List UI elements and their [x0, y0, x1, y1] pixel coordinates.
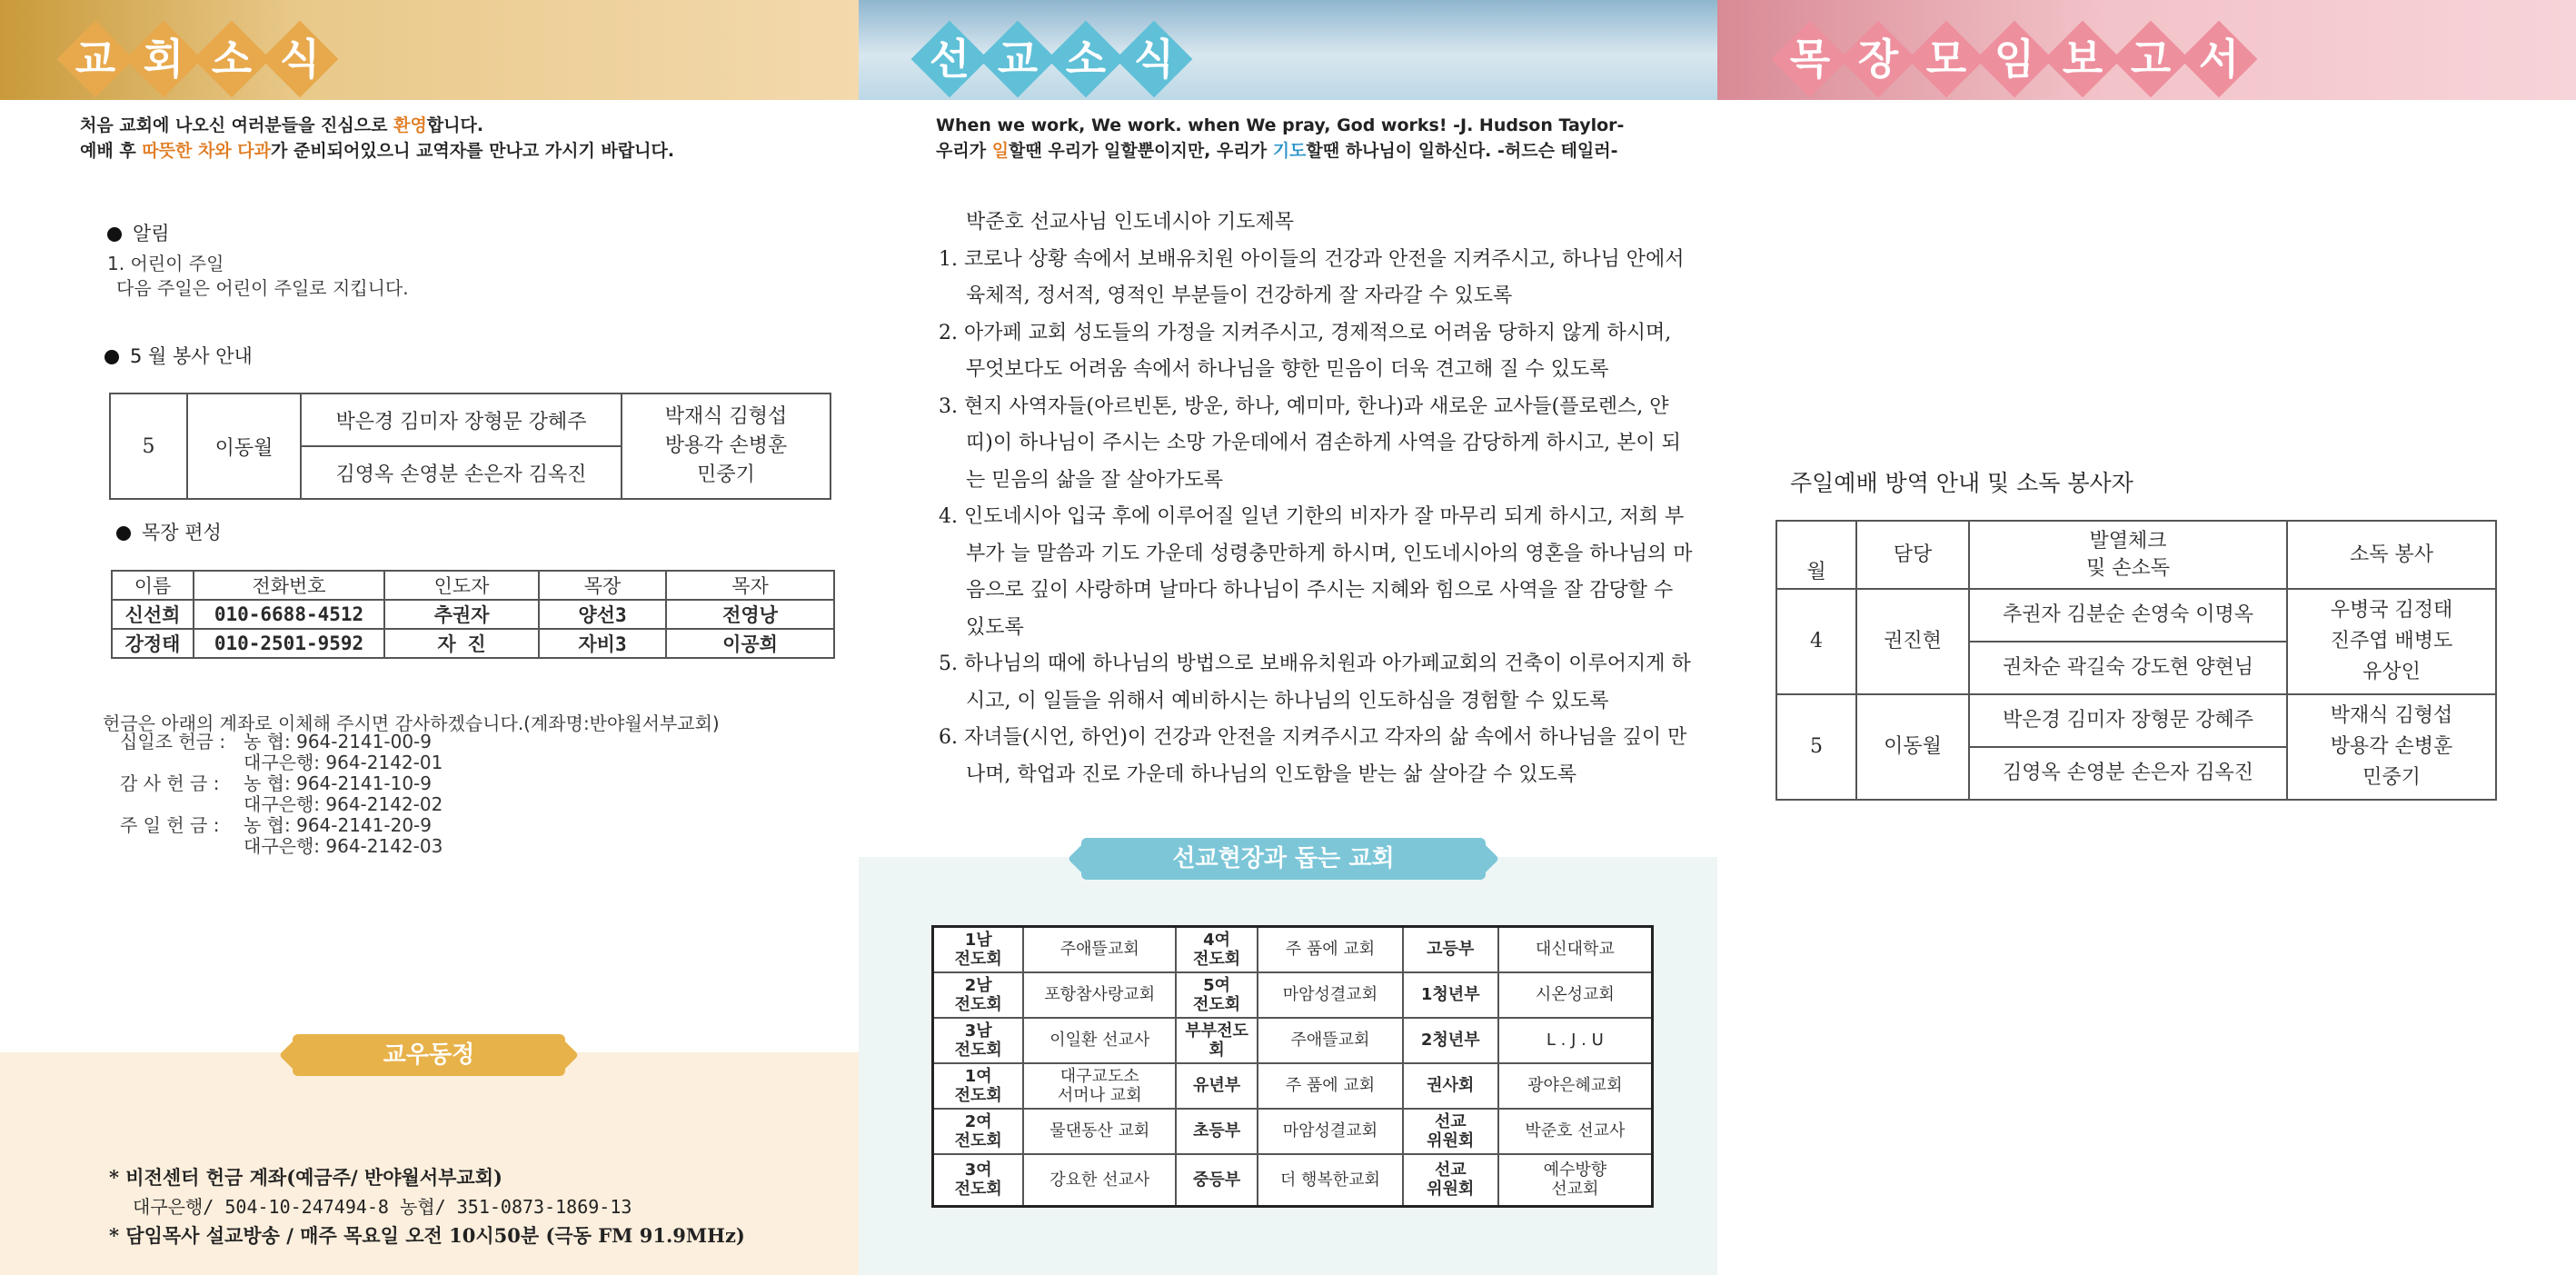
service-right: 박재식 김형섭 방용각 손병훈 민중기 — [622, 393, 830, 499]
church-cell: 포항참사랑교회 — [1023, 972, 1176, 1018]
header-char: 선 — [929, 35, 970, 84]
cell-report-panel — [1717, 0, 2576, 1275]
group-cell: 1청년부 — [1403, 972, 1498, 1018]
notice-detail: 다음 주일은 어린이 주일로 지킵니다. — [116, 277, 409, 299]
church-cell: 강요한 선교사 — [1023, 1154, 1176, 1207]
row-lead: 이동월 — [1856, 694, 1969, 800]
footer-line: * 비전센터 헌금 계좌(예금주/ 반야월서부교회) — [109, 1166, 502, 1189]
group-cell: 5여 전도회 — [1176, 972, 1258, 1018]
list-item: 감 사 헌 금 : 농 협: 964-2141-10-9 — [120, 772, 432, 794]
bullet-icon — [116, 526, 131, 541]
church-news-header — [0, 0, 859, 100]
footer-line: * 담임목사 설교방송 / 매주 목요일 오전 10시50분 (극동 FM 91.9MHz) — [109, 1224, 745, 1247]
header-char: 고 — [2130, 35, 2172, 84]
list-item: 2. 아가페 교회 성도들의 가정을 지켜주시고, 경제적으로 어려움 당하지 않게 하시며, 무엇보다도 어려움 속에서 하나님을 향한 믿음이 더욱 견고해 질 수 있도록 — [939, 321, 1672, 381]
list-item: 5. 하나님의 때에 하나님의 방법으로 보배유치원과 아가페교회의 건축이 이루어지게 하시고, 이 일들을 위해서 예비하시는 하나님의 인도하심을 경험할 수 있도록 — [939, 652, 1691, 712]
welcome-text: 처음 교회에 나오신 여러분들을 진심으로 환영합니다. 예배 후 따뜻한 차와 다과가 준비되어있으니 교역자를 만나고 가시기 바랍니다. — [80, 115, 675, 161]
footer-info — [109, 1163, 745, 1250]
group-cell: 권사회 — [1403, 1063, 1498, 1109]
cell-table — [111, 570, 835, 659]
table-row — [112, 600, 834, 629]
group-cell: 선교 위원회 — [1403, 1109, 1498, 1154]
prayer-requests — [939, 204, 1693, 793]
table-row — [1776, 589, 2496, 642]
service-row2: 김영옥 손영분 손은자 김옥진 — [301, 446, 622, 499]
cell-leader: 자 진 — [384, 629, 539, 658]
cell-col-leader: 인도자 — [384, 571, 539, 600]
church-cell: 박준호 선교사 — [1498, 1109, 1653, 1154]
group-cell: 1남 전도회 — [933, 927, 1024, 972]
header-char: 소 — [211, 35, 253, 84]
church-cell: 이일환 선교사 — [1023, 1018, 1176, 1063]
cell-col-shepherd: 목자 — [666, 571, 834, 600]
cell-report-header — [1717, 0, 2576, 100]
notice-heading: 알림 — [107, 219, 170, 246]
church-cell: 주애뜰교회 — [1258, 1018, 1403, 1063]
hudson-taylor-quote — [936, 113, 1624, 164]
cell-name: 신선희 — [112, 600, 194, 629]
group-cell: 3여 전도회 — [933, 1154, 1024, 1207]
list-item: 십일조 헌금 : 농 협: 964-2141-00-9 — [120, 731, 432, 752]
church-cell: 예수방향 선교회 — [1498, 1154, 1653, 1207]
church-news-panel — [0, 0, 859, 1275]
service-heading: 5 월 봉사 안내 — [104, 342, 253, 369]
table-row — [112, 629, 834, 658]
group-cell: 중등부 — [1176, 1154, 1258, 1207]
quote-korean: 우리가 일할땐 우리가 일할뿐이지만, 우리가 기도할땐 하나님이 일하신다. -허드슨 테일러- — [936, 141, 1618, 161]
table-row — [933, 1018, 1653, 1063]
col-check: 발열체크 및 손소독 — [1969, 521, 2287, 589]
group-cell: 2남 전도회 — [933, 972, 1024, 1018]
header-char: 목 — [1789, 35, 1831, 84]
cell-col-name: 이름 — [112, 571, 194, 600]
mission-news-header — [859, 0, 1717, 100]
header-char: 소 — [1065, 35, 1107, 84]
church-cell: 광야은혜교회 — [1498, 1063, 1653, 1109]
cell-group: 양선3 — [539, 600, 666, 629]
church-cell: 주 품에 교회 — [1258, 1063, 1403, 1109]
mission-ribbon: 선교현장과 돕는 교회 — [1081, 838, 1486, 880]
bullet-icon — [104, 350, 119, 364]
church-cell: 물댄동산 교회 — [1023, 1109, 1176, 1154]
cell-name: 강정태 — [112, 629, 194, 658]
row-check-a: 박은경 김미자 장형문 강혜주 — [1969, 694, 2287, 747]
supporting-churches-table — [931, 925, 1654, 1208]
service-month: 5 — [110, 393, 187, 499]
group-cell: 부부전도회 — [1176, 1018, 1258, 1063]
bullet-icon — [107, 227, 122, 242]
row-check-b: 김영옥 손영분 손은자 김옥진 — [1969, 747, 2287, 800]
list-item: 주 일 헌 금 : 농 협: 964-2141-20-9 — [120, 814, 432, 836]
header-char: 장 — [1857, 35, 1899, 84]
col-lead: 담당 — [1856, 521, 1969, 589]
offering-list — [120, 732, 443, 857]
church-cell: 주 품에 교회 — [1258, 927, 1403, 972]
header-char: 회 — [143, 35, 184, 84]
header-char: 교 — [75, 35, 116, 84]
list-item: 대구은행: 964-2142-01 — [244, 752, 443, 773]
list-item: 대구은행: 964-2142-03 — [244, 835, 443, 857]
footer-line: 대구은행/ 504-10-247494-8 농협/ 351-0873-1869-13 — [133, 1196, 632, 1218]
group-cell: 3남 전도회 — [933, 1018, 1024, 1063]
row-disinfect: 박재식 김형섭 방용각 손병훈 민중기 — [2287, 694, 2496, 800]
table-row — [933, 927, 1653, 972]
mission-news-panel — [859, 0, 1717, 1275]
header-char: 임 — [1994, 35, 2035, 84]
cell-group: 자비3 — [539, 629, 666, 658]
notice-item: 1. 어린이 주일 — [107, 253, 224, 274]
group-cell: 고등부 — [1403, 927, 1498, 972]
row-check-a: 추권자 김분순 손영숙 이명옥 — [1969, 589, 2287, 642]
header-char: 모 — [1925, 35, 1967, 84]
header-char: 식 — [1133, 35, 1175, 84]
group-cell: 4여 전도회 — [1176, 927, 1258, 972]
church-cell: 더 행복한교회 — [1258, 1154, 1403, 1207]
church-cell: 마암성결교회 — [1258, 972, 1403, 1018]
church-cell: 대신대학교 — [1498, 927, 1653, 972]
table-row — [1776, 694, 2496, 747]
row-lead: 권진현 — [1856, 589, 1969, 694]
list-item: 4. 인도네시아 입국 후에 이루어질 일년 기한의 비자가 잘 마무리 되게 하시고, 저희 부부가 늘 말씀과 기도 가운데 성령충만하게 하시며, 인도네시아의 영혼을 하나님의 마음으로 깊이 사랑하며 날마다 하나님이 주시는 지혜와 힘으로 사역을 잘 감당할 수 있도록 — [939, 505, 1693, 639]
offering-intro: 헌금은 아래의 계좌로 이체해 주시면 감사하겠습니다.(계좌명:반야월서부교회) — [103, 712, 720, 734]
group-cell: 초등부 — [1176, 1109, 1258, 1154]
table-row — [933, 1154, 1653, 1207]
church-cell: 시온성교회 — [1498, 972, 1653, 1018]
prayer-title: 박준호 선교사님 인도네시아 기도제목 — [966, 211, 1295, 234]
church-cell: 주애뜰교회 — [1023, 927, 1176, 972]
row-check-b: 권차순 곽길숙 강도현 양현님 — [1969, 642, 2287, 694]
table-row — [933, 1063, 1653, 1109]
quarantine-title: 주일예배 방역 안내 및 소독 봉사자 — [1790, 470, 2133, 496]
cell-shepherd: 이공희 — [666, 629, 834, 658]
group-cell: 2여 전도회 — [933, 1109, 1024, 1154]
row-month: 4 — [1776, 589, 1856, 694]
cell-phone: 010-6688-4512 — [194, 600, 384, 629]
cell-shepherd: 전영낭 — [666, 600, 834, 629]
list-item: 대구은행: 964-2142-02 — [244, 793, 443, 815]
cell-phone: 010-2501-9592 — [194, 629, 384, 658]
quarantine-table — [1775, 520, 2497, 801]
row-disinfect: 우병국 김정태 진주엽 배병도 유상인 — [2287, 589, 2496, 694]
header-char: 서 — [2198, 35, 2240, 84]
quote-english: When we work, We work. when We pray, God works! -J. Hudson Taylor- — [936, 115, 1625, 135]
col-month: 월 — [1776, 521, 1856, 589]
list-item: 3. 현지 사역자들(아르빈톤, 방운, 하나, 예미마, 한나)과 새로운 교사들(플로렌스, 얀띠)이 하나님이 주시는 소망 가운데에서 겸손하게 사역을 감당하게 하시고, 본이 되는 믿음의 삶을 잘 살아가도록 — [939, 394, 1681, 492]
cell-col-group: 목장 — [539, 571, 666, 600]
service-row1: 박은경 김미자 장형문 강혜주 — [301, 393, 622, 446]
header-char: 보 — [2062, 35, 2104, 84]
group-cell: 유년부 — [1176, 1063, 1258, 1109]
list-item: 6. 자녀들(시언, 하언)이 건강과 안전을 지켜주시고 각자의 삶 속에서 하나님을 깊이 만나며, 학업과 진로 가운데 하나님의 인도함을 받는 삶 살아갈 수 있도록 — [939, 726, 1687, 786]
group-cell: 1여 전도회 — [933, 1063, 1024, 1109]
group-cell: 선교 위원회 — [1403, 1154, 1498, 1207]
list-item: 1. 코로나 상황 속에서 보배유치원 아이들의 건강과 안전을 지켜주시고, 하나님 안에서 육체적, 정서적, 영적인 부분들이 건강하게 잘 자라갈 수 있도록 — [939, 247, 1685, 307]
church-cell: 대구교도소 서머나 교회 — [1023, 1063, 1176, 1109]
church-cell: L . J . U — [1498, 1018, 1653, 1063]
cell-col-phone: 전화번호 — [194, 571, 384, 600]
row-month: 5 — [1776, 694, 1856, 800]
cell-heading: 목장 편성 — [116, 518, 222, 545]
group-cell: 2청년부 — [1403, 1018, 1498, 1063]
service-leader: 이동월 — [187, 393, 301, 499]
service-table — [109, 393, 831, 500]
header-char: 식 — [279, 35, 321, 84]
church-cell: 마암성결교회 — [1258, 1109, 1403, 1154]
table-row — [933, 972, 1653, 1018]
col-disinfect: 소독 봉사 — [2287, 521, 2496, 589]
cell-leader: 추권자 — [384, 600, 539, 629]
table-row — [933, 1109, 1653, 1154]
news-ribbon: 교우동정 — [293, 1034, 565, 1076]
header-char: 교 — [997, 35, 1039, 84]
